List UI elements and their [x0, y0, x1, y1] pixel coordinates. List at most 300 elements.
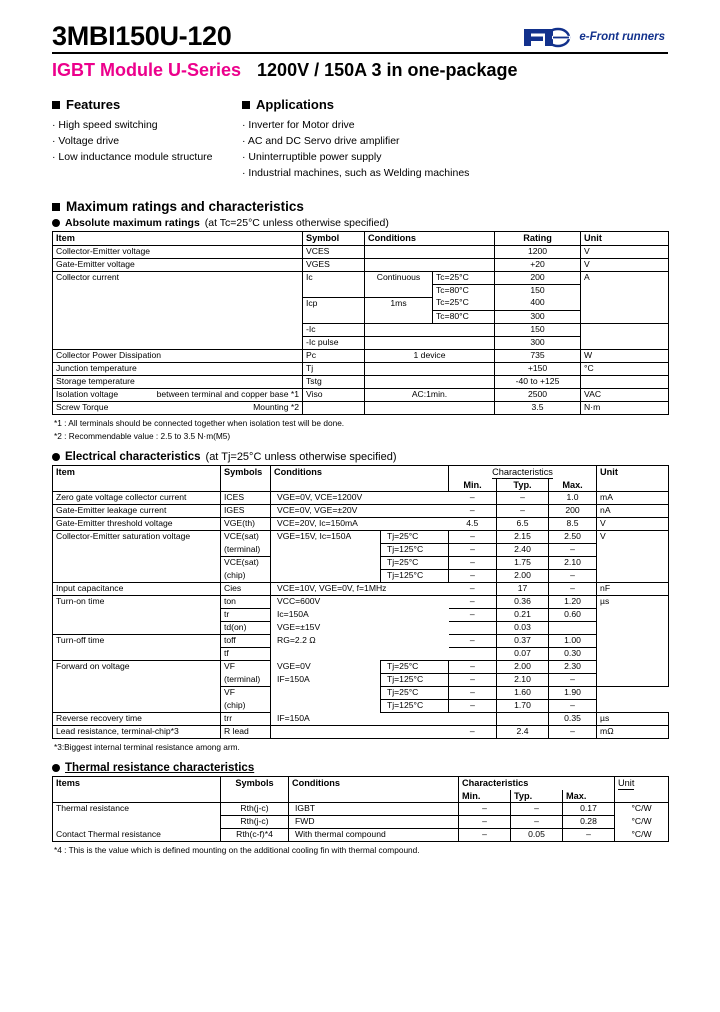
cell-rating: +150 [495, 362, 581, 375]
cell-symbol: td(on) [221, 622, 271, 635]
table-row [53, 349, 669, 362]
elec-subheading [52, 451, 668, 463]
cell-unit: nA [597, 505, 669, 518]
cell-min: – [449, 492, 497, 505]
cell-symbol: tr [221, 609, 271, 622]
cell-temp: Tj=25°C [381, 687, 449, 700]
cell-max: 1.00 [549, 635, 597, 648]
list-item: · Industrial machines, such as Welding machines [242, 167, 470, 180]
cell-item: Zero gate voltage collector current [53, 492, 221, 505]
cell-symbol: ICES [221, 492, 271, 505]
col-header-unit: Unit [581, 232, 669, 246]
cell-item: Input capacitance [53, 583, 221, 596]
cell-unit: V [597, 518, 669, 531]
cell-conditions: VCC=600V [271, 596, 449, 609]
cell-symbol: Rth(j-c) [221, 803, 289, 816]
thermal-subheading [52, 762, 668, 774]
table-row [53, 661, 669, 674]
col-subheader-blank-2 [271, 479, 449, 492]
footnote-1: *1 : All terminals should be connected together when isolation test will be done. [54, 417, 345, 428]
cell-unit: µs [597, 596, 669, 687]
cell-symbol: VGE(th) [221, 518, 271, 531]
cell-symbol: Viso [303, 388, 365, 401]
cell-rating: 150 [495, 284, 581, 297]
cell-max: 1.20 [549, 596, 597, 609]
col-header-max: Max. [563, 790, 615, 803]
product-series: IGBT Module U-Series [52, 60, 242, 81]
cell-conditions [271, 648, 449, 661]
cell-typ: 0.36 [497, 596, 549, 609]
cell-item: Lead resistance, terminal-chip*3 [53, 726, 221, 739]
cell-temp: Tc=80°C [433, 284, 495, 297]
table-row [53, 492, 669, 505]
cell-min: – [459, 829, 511, 842]
round-bullet-icon [52, 453, 60, 461]
cell-rating: 200 [495, 271, 581, 284]
cell-rating: 150 [495, 323, 581, 336]
cell-unit: µs [597, 713, 669, 726]
table-row [53, 362, 669, 375]
cell-symbol: VGES [303, 258, 365, 271]
cell-temp: Tj=25°C [381, 557, 449, 570]
fuji-electric-logo [522, 26, 665, 48]
cell-typ: 0.05 [511, 829, 563, 842]
cell-symbol: Tstg [303, 375, 365, 388]
cell-symbol: VF [221, 687, 271, 700]
col-header-item: Item [53, 232, 303, 246]
features-column [52, 97, 242, 181]
cell-min: – [449, 609, 497, 622]
cell-max: 0.28 [563, 816, 615, 829]
table-row [53, 803, 669, 816]
cell-typ: 2.15 [497, 531, 549, 544]
table-row [53, 726, 669, 739]
cell-min: – [449, 570, 497, 583]
cell-temp [433, 336, 495, 349]
cell-min: – [459, 816, 511, 829]
table-row [53, 583, 669, 596]
cell-symbol-sub: (chip) [221, 570, 271, 583]
cell-conditions [271, 700, 381, 713]
cell-unit: °C/W [615, 816, 669, 829]
cell-max: 200 [549, 505, 597, 518]
cell-rating: +20 [495, 258, 581, 271]
cell-unit: VAC [581, 388, 669, 401]
cell-max: 2.50 [549, 531, 597, 544]
cell-item: Storage temperature [53, 375, 303, 388]
cell-temp: Tc=25°C [433, 271, 495, 284]
table-header-row [53, 465, 669, 478]
cell-item-note: between terminal and copper base *1 [156, 388, 299, 399]
cell-conditions: 1ms [365, 297, 433, 323]
cell-max: – [549, 726, 597, 739]
cell-conditions: RG=2.2 Ω [271, 635, 449, 648]
cell-symbol: Ic [303, 271, 365, 297]
col-header-item: Item [53, 465, 221, 491]
cell-conditions: VCE=20V, Ic=150mA [271, 518, 449, 531]
cell-conditions: FWD [289, 816, 459, 829]
col-header-symbol: Symbol [303, 232, 365, 246]
cell-typ: – [497, 505, 549, 518]
cell-rating: 300 [495, 310, 581, 323]
cell-conditions: VGE=0V [271, 661, 381, 674]
cell-conditions: VGE=15V, Ic=150A [271, 531, 381, 557]
cell-symbol: IGES [221, 505, 271, 518]
cell-temp: Tj=125°C [381, 674, 449, 687]
cell-max: 2.10 [549, 557, 597, 570]
cell-unit: N·m [581, 401, 669, 414]
col-header-typ: Typ. [497, 479, 549, 492]
list-item: · Low inductance module structure [52, 151, 213, 164]
cell-conditions: AC:1min. [365, 388, 495, 401]
cell-conditions: With thermal compound [289, 829, 459, 842]
cell-conditions [271, 726, 449, 739]
cell-conditions [271, 557, 381, 583]
cell-symbol-sub: (terminal) [221, 674, 271, 687]
cell-min: – [449, 505, 497, 518]
cell-conditions [365, 362, 433, 375]
col-header-symbols: Symbols [221, 465, 271, 478]
max-ratings-heading [52, 199, 668, 214]
table-row [53, 829, 669, 842]
cell-unit: V [581, 245, 669, 258]
cell-temp [433, 323, 495, 336]
cell-temp: Tj=125°C [381, 570, 449, 583]
col-header-symbols: Symbols [221, 777, 289, 790]
list-item: · Uninterruptible power supply [242, 151, 382, 164]
cell-symbol: Tj [303, 362, 365, 375]
cell-typ: 6.5 [497, 518, 549, 531]
cell-typ: 0.03 [497, 622, 549, 635]
cell-conditions: 1 device [365, 349, 495, 362]
cell-typ: 17 [497, 583, 549, 596]
cell-typ [497, 713, 549, 726]
cell-item: Collector-Emitter saturation voltage [53, 531, 221, 583]
cell-min: – [449, 557, 497, 570]
elec-title: Electrical characteristics [65, 450, 201, 463]
cell-symbol-sub: (chip) [221, 700, 271, 713]
cell-min: – [449, 726, 497, 739]
max-ratings-section [0, 199, 720, 441]
cell-typ: 1.75 [497, 557, 549, 570]
cell-conditions: VGE=0V, VCE=1200V [271, 492, 449, 505]
cell-symbol: Icp [303, 297, 365, 323]
cell-conditions-2 [433, 362, 495, 375]
cell-max: 2.30 [549, 661, 597, 674]
cell-item: Gate-Emitter leakage current [53, 505, 221, 518]
cell-item-note: Mounting *2 [253, 401, 299, 412]
cell-unit: A [581, 271, 669, 323]
cell-item [53, 816, 221, 829]
cell-typ: – [511, 816, 563, 829]
cell-symbol: Cies [221, 583, 271, 596]
cell-rating: 300 [495, 336, 581, 349]
col-header-conditions: Conditions [271, 465, 449, 478]
cell-temp: Tj=125°C [381, 700, 449, 713]
cell-conditions-2 [433, 375, 495, 388]
cell-unit: V [597, 531, 669, 583]
table-row [53, 635, 669, 648]
cell-unit: mΩ [597, 726, 669, 739]
list-item: · High speed switching [52, 119, 158, 132]
cell-item: Turn-on time [53, 596, 221, 635]
cell-item: Contact Thermal resistance [53, 829, 221, 842]
cell-typ: 0.07 [497, 648, 549, 661]
cell-min [449, 648, 497, 661]
cell-temp: Tj=25°C [381, 661, 449, 674]
cell-min: – [449, 700, 497, 713]
cell-symbol: VCES [303, 245, 365, 258]
cell-max: 1.90 [549, 687, 597, 700]
col-header-characteristics: Characteristics [449, 465, 597, 478]
cell-conditions: IGBT [289, 803, 459, 816]
footnote-3: *3:Biggest internal terminal resistance among arm. [54, 742, 240, 753]
cell-unit: nF [597, 583, 669, 596]
cell-symbol [303, 401, 365, 414]
cell-item [53, 401, 303, 414]
col-header-rating: Rating [495, 232, 581, 246]
cell-max: – [549, 700, 597, 713]
cell-rating: -40 to +125 [495, 375, 581, 388]
cell-item: Gate-Emitter voltage [53, 258, 303, 271]
thermal-resistance-section [0, 762, 720, 855]
abs-max-condition: (at Tc=25°C unless otherwise specified) [204, 217, 389, 230]
cell-conditions [365, 336, 433, 349]
cell-max: 1.0 [549, 492, 597, 505]
cell-conditions [271, 687, 381, 700]
cell-symbol: Pc [303, 349, 365, 362]
cell-conditions: IF=150A [271, 674, 381, 687]
cell-item: Collector current [53, 271, 303, 349]
cell-item-label: Isolation voltage [56, 388, 119, 399]
cell-min: – [449, 635, 497, 648]
col-header-conditions: Conditions [365, 232, 495, 246]
cell-conditions: VGE=±15V [271, 622, 449, 635]
electrical-characteristics-section [0, 451, 720, 752]
electrical-characteristics-table [52, 465, 669, 739]
table-row [53, 531, 669, 544]
cell-symbol: VF [221, 661, 271, 674]
cell-typ: 2.4 [497, 726, 549, 739]
round-bullet-icon [52, 219, 60, 227]
table-row [53, 713, 669, 726]
cell-min: – [449, 531, 497, 544]
cell-min: – [449, 661, 497, 674]
col-header-max: Max. [549, 479, 597, 492]
cell-unit: mA [597, 492, 669, 505]
cell-max: – [549, 570, 597, 583]
table-row [53, 401, 669, 414]
cell-typ: 2.00 [497, 661, 549, 674]
col-header-unit: Unit [597, 465, 669, 491]
absolute-maximum-ratings-table [52, 231, 669, 415]
cell-min: – [449, 596, 497, 609]
cell-temp: Tj=125°C [381, 544, 449, 557]
applications-title: Applications [256, 97, 335, 113]
table-row [53, 596, 669, 609]
list-item: · Inverter for Motor drive [242, 119, 355, 132]
cell-max: 0.60 [549, 609, 597, 622]
col-header-min: Min. [449, 479, 497, 492]
cell-temp: Tc=80°C [433, 310, 495, 323]
cell-item: Turn-off time [53, 635, 221, 661]
cell-symbol-sub: (terminal) [221, 544, 271, 557]
features-heading [52, 97, 242, 112]
cell-max: – [549, 583, 597, 596]
table-row [53, 375, 669, 388]
cell-item: Forward on voltage [53, 661, 221, 713]
square-bullet-icon [242, 101, 250, 109]
cell-min [449, 713, 497, 726]
cell-max: 0.17 [563, 803, 615, 816]
cell-typ: – [497, 492, 549, 505]
cell-typ: 1.70 [497, 700, 549, 713]
page-title: 3MBI150U-120 [52, 21, 232, 51]
cell-min: 4.5 [449, 518, 497, 531]
cell-symbol: trr [221, 713, 271, 726]
cell-min: – [449, 674, 497, 687]
cell-item: Collector-Emitter voltage [53, 245, 303, 258]
cell-item: Collector Power Dissipation [53, 349, 303, 362]
cell-unit: °C [581, 362, 669, 375]
table-header-row [53, 777, 669, 790]
cell-conditions [365, 258, 433, 271]
cell-item: Reverse recovery time [53, 713, 221, 726]
col-header-conditions: Conditions [289, 777, 459, 790]
cell-typ: 1.60 [497, 687, 549, 700]
cell-conditions [365, 245, 433, 258]
table-row [53, 271, 669, 284]
col-header-characteristics: Characteristics [459, 777, 615, 790]
subtitle-row [0, 54, 720, 81]
features-applications-section [0, 81, 720, 181]
applications-heading [242, 97, 668, 112]
col-header-min: Min. [459, 790, 511, 803]
col-header-typ: Typ. [511, 790, 563, 803]
cell-symbol: R lead [221, 726, 271, 739]
col-subheader-blank [221, 790, 289, 803]
cell-conditions-2 [433, 258, 495, 271]
cell-rating: 400 [495, 297, 581, 310]
thermal-resistance-table [52, 776, 669, 842]
cell-typ: 2.10 [497, 674, 549, 687]
table-row [53, 245, 669, 258]
cell-symbol: VCE(sat) [221, 531, 271, 544]
square-bullet-icon [52, 101, 60, 109]
cell-item [53, 388, 303, 401]
cell-rating: 735 [495, 349, 581, 362]
cell-unit: °C/W [615, 829, 669, 842]
cell-rating: 3.5 [495, 401, 581, 414]
cell-conditions-2 [433, 401, 495, 414]
cell-min: – [449, 544, 497, 557]
elec-condition: (at Tj=25°C unless otherwise specified) [205, 450, 397, 463]
cell-rating: 2500 [495, 388, 581, 401]
square-bullet-icon [52, 203, 60, 211]
cell-max: 8.5 [549, 518, 597, 531]
cell-typ: 2.00 [497, 570, 549, 583]
cell-typ: 0.37 [497, 635, 549, 648]
cell-symbol: Rth(j-c) [221, 816, 289, 829]
round-bullet-icon [52, 764, 60, 772]
cell-typ: – [511, 803, 563, 816]
cell-unit: V [581, 258, 669, 271]
cell-conditions: IF=150A [271, 713, 449, 726]
cell-conditions: Continuous [365, 271, 433, 297]
cell-symbol: Rth(c-f)*4 [221, 829, 289, 842]
cell-unit: °C/W [615, 803, 669, 816]
cell-typ: 2.40 [497, 544, 549, 557]
max-ratings-title: Maximum ratings and characteristics [66, 199, 304, 215]
logo-tagline: e-Front runners [579, 31, 665, 43]
col-subheader-blank-2 [289, 790, 459, 803]
cell-item: Thermal resistance [53, 803, 221, 816]
cell-symbol: toff [221, 635, 271, 648]
cell-conditions [365, 375, 433, 388]
cell-min: – [459, 803, 511, 816]
footnote-2: *2 : Recommendable value : 2.5 to 3.5 N·m(M5) [54, 430, 231, 441]
cell-conditions [365, 401, 433, 414]
footnote-4: *4 : This is the value which is defined mounting on the additional cooling fin with thermal compound. [54, 845, 420, 856]
cell-max: – [549, 544, 597, 557]
cell-conditions: Ic=150A [271, 609, 449, 622]
cell-symbol: VCE(sat) [221, 557, 271, 570]
cell-conditions [365, 323, 433, 336]
col-subheader-blank [221, 479, 271, 492]
table-row [53, 258, 669, 271]
table-header-row [53, 232, 669, 246]
cell-symbol: -Ic pulse [303, 336, 365, 349]
cell-unit [581, 323, 669, 349]
cell-symbol: -Ic [303, 323, 365, 336]
page-header [0, 0, 720, 50]
applications-column [242, 97, 668, 181]
table-row [53, 505, 669, 518]
cell-item: Junction temperature [53, 362, 303, 375]
cell-item-label: Screw Torque [56, 401, 109, 412]
thermal-title: Thermal resistance characteristics [65, 762, 255, 775]
cell-unit: W [581, 349, 669, 362]
cell-item: Gate-Emitter threshold voltage [53, 518, 221, 531]
table-row [53, 518, 669, 531]
cell-max: 0.35 [549, 713, 597, 726]
cell-symbol: tf [221, 648, 271, 661]
cell-min: – [449, 583, 497, 596]
cell-conditions: VCE=0V, VGE=±20V [271, 505, 449, 518]
table-row [53, 388, 669, 401]
cell-min [449, 622, 497, 635]
table-row [53, 816, 669, 829]
cell-min: – [449, 687, 497, 700]
cell-symbol: ton [221, 596, 271, 609]
cell-max: 0.30 [549, 648, 597, 661]
product-rating-summary: 1200V / 150A 3 in one-package [257, 60, 518, 81]
cell-conditions: VCE=10V, VGE=0V, f=1MHz [271, 583, 449, 596]
cell-temp: Tc=25°C [433, 297, 495, 310]
abs-max-title: Absolute maximum ratings [65, 217, 200, 230]
list-item: · AC and DC Servo drive amplifier [242, 135, 400, 148]
list-item: · Voltage drive [52, 135, 120, 148]
features-title: Features [66, 97, 121, 113]
cell-max [549, 622, 597, 635]
cell-rating: 1200 [495, 245, 581, 258]
cell-temp: Tj=25°C [381, 531, 449, 544]
cell-unit [581, 375, 669, 388]
fuji-logo-icon [522, 26, 574, 48]
cell-typ: 0.21 [497, 609, 549, 622]
col-header-unit: Unit [615, 777, 669, 803]
cell-max: – [563, 829, 615, 842]
